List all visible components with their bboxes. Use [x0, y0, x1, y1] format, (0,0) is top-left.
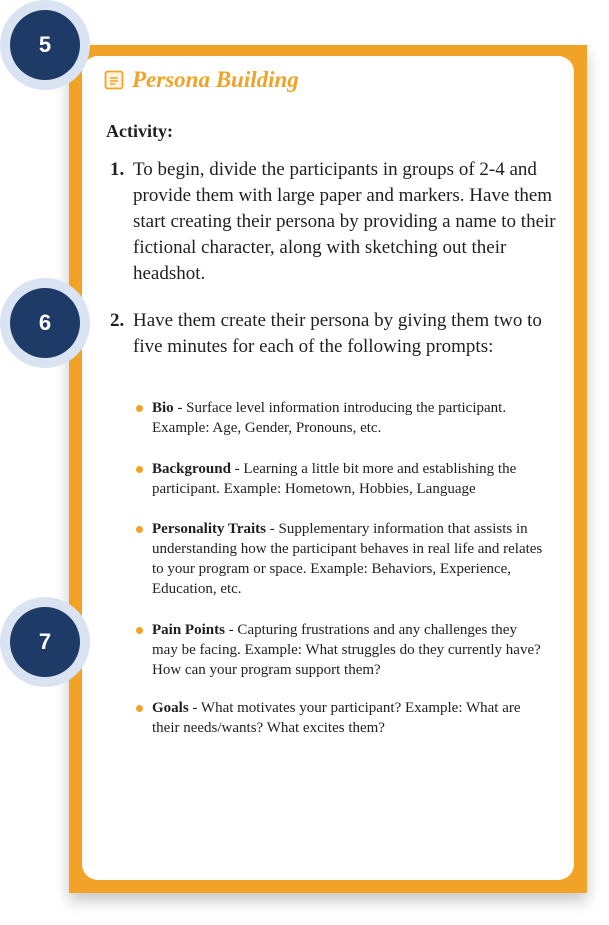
bullet-term: Bio: [152, 400, 174, 416]
activity-label: Activity:: [106, 121, 173, 141]
numbered-item: [110, 308, 560, 360]
item-text: Have them create their persona by giving them two to five minutes for each of the following prompts:: [133, 310, 542, 357]
card-header: [104, 67, 299, 93]
numbered-item: [110, 157, 560, 287]
bullet-background: [136, 459, 546, 499]
item-text: To begin, divide the participants in groups of 2-4 and provide them with large paper and markers. Have them start creating their persona by providing a name to their fictional character, along with sketching out their headshot.: [133, 159, 556, 284]
card-title: Persona Building: [132, 67, 299, 92]
step-marker-5: [0, 0, 90, 90]
step-number: 6: [10, 288, 80, 358]
document-icon: [104, 70, 124, 90]
step-number: 7: [10, 607, 80, 677]
bullet-goals: [136, 698, 546, 738]
bullet-dot: [136, 526, 143, 533]
bullet-dot: [136, 466, 143, 473]
bullet-term: Background: [152, 461, 231, 477]
item-number: 1.: [110, 159, 125, 180]
bullet-desc: - Supplementary information that assists in understanding how the participant behaves in real life and relates to your program or space. Example: Behaviors, Experience, Education, etc.: [152, 521, 543, 597]
bullet-dot: [136, 405, 143, 412]
bullet-desc: - What motivates your participant? Example: What are their needs/wants? What excites them?: [152, 700, 521, 736]
bullet-bio: [136, 398, 546, 438]
bullet-dot: [136, 705, 143, 712]
bullet-term: Pain Points: [152, 622, 225, 638]
bullet-desc: - Learning a little bit more and establishing the participant. Example: Hometown, Hobbies, Language: [152, 461, 517, 497]
bullet-term: Goals: [152, 700, 189, 716]
bullet-personality-traits: [136, 519, 546, 599]
bullet-desc: - Surface level information introducing the participant. Example: Age, Gender, Pronouns, etc.: [152, 400, 507, 436]
bullet-term: Personality Traits: [152, 521, 267, 537]
bullet-pain-points: [136, 620, 546, 680]
step-number: 5: [10, 10, 80, 80]
bullet-dot: [136, 627, 143, 634]
step-marker-6: [0, 278, 90, 368]
step-marker-7: [0, 597, 90, 687]
bullet-desc: - Capturing frustrations and any challenges they may be facing. Example: What struggles do they currently have? How can your program support them?: [152, 622, 541, 678]
item-number: 2.: [110, 310, 125, 331]
